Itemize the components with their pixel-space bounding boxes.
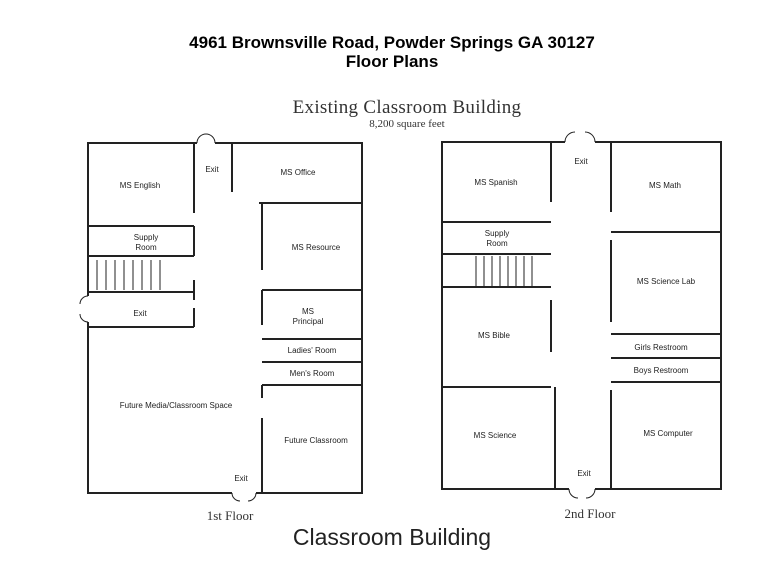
room-ms-bible: MS Bible [477, 331, 511, 340]
address-heading: 4961 Brownsville Road, Powder Springs GA 30127 [189, 33, 595, 52]
floor2-stairs [476, 256, 532, 286]
room-ladies-room: Ladies' Room [287, 346, 337, 355]
room-boys-restroom: Boys Restroom [633, 366, 689, 375]
exit-label: Exit [205, 165, 219, 174]
room-ms-computer: MS Computer [643, 429, 693, 438]
floor2-doors [565, 132, 595, 498]
exit-label: Exit [574, 157, 588, 166]
room-future-classroom: Future Classroom [284, 436, 348, 445]
exit-label: Exit [577, 469, 591, 478]
room-supply-room: Supply [484, 229, 510, 238]
image-caption: Classroom Building [292, 524, 492, 550]
room-ms-science: MS Science [473, 431, 517, 440]
floor1-stairs [97, 260, 160, 290]
floor1-doors [80, 134, 256, 501]
building-size: 8,200 square feet [369, 118, 445, 130]
floor-plans-heading: Floor Plans [345, 52, 439, 71]
room-ms-math: MS Math [648, 181, 682, 190]
room-supply-room: Supply [133, 233, 159, 242]
room-ms-principal-line2: Principal [292, 317, 324, 326]
room-future-media-classroom: Future Media/Classroom Space [119, 401, 233, 410]
room-supply-room-line2: Room [135, 243, 157, 252]
room-ms-science-lab: MS Science Lab [636, 277, 696, 286]
room-ms-spanish: MS Spanish [474, 178, 518, 187]
room-ms-office: MS Office [280, 168, 316, 177]
room-ms-resource: MS Resource [291, 243, 341, 252]
exit-label: Exit [234, 474, 248, 483]
room-ms-english: MS English [119, 181, 161, 190]
floor1-caption: 1st Floor [206, 508, 254, 523]
room-mens-room: Men's Room [289, 369, 335, 378]
room-supply-room-line2: Room [486, 239, 508, 248]
floor2-caption: 2nd Floor [564, 506, 616, 521]
exit-label: Exit [133, 309, 147, 318]
room-ms-principal: MS [302, 307, 314, 316]
room-girls-restroom: Girls Restroom [634, 343, 688, 352]
building-title: Existing Classroom Building [292, 97, 522, 118]
